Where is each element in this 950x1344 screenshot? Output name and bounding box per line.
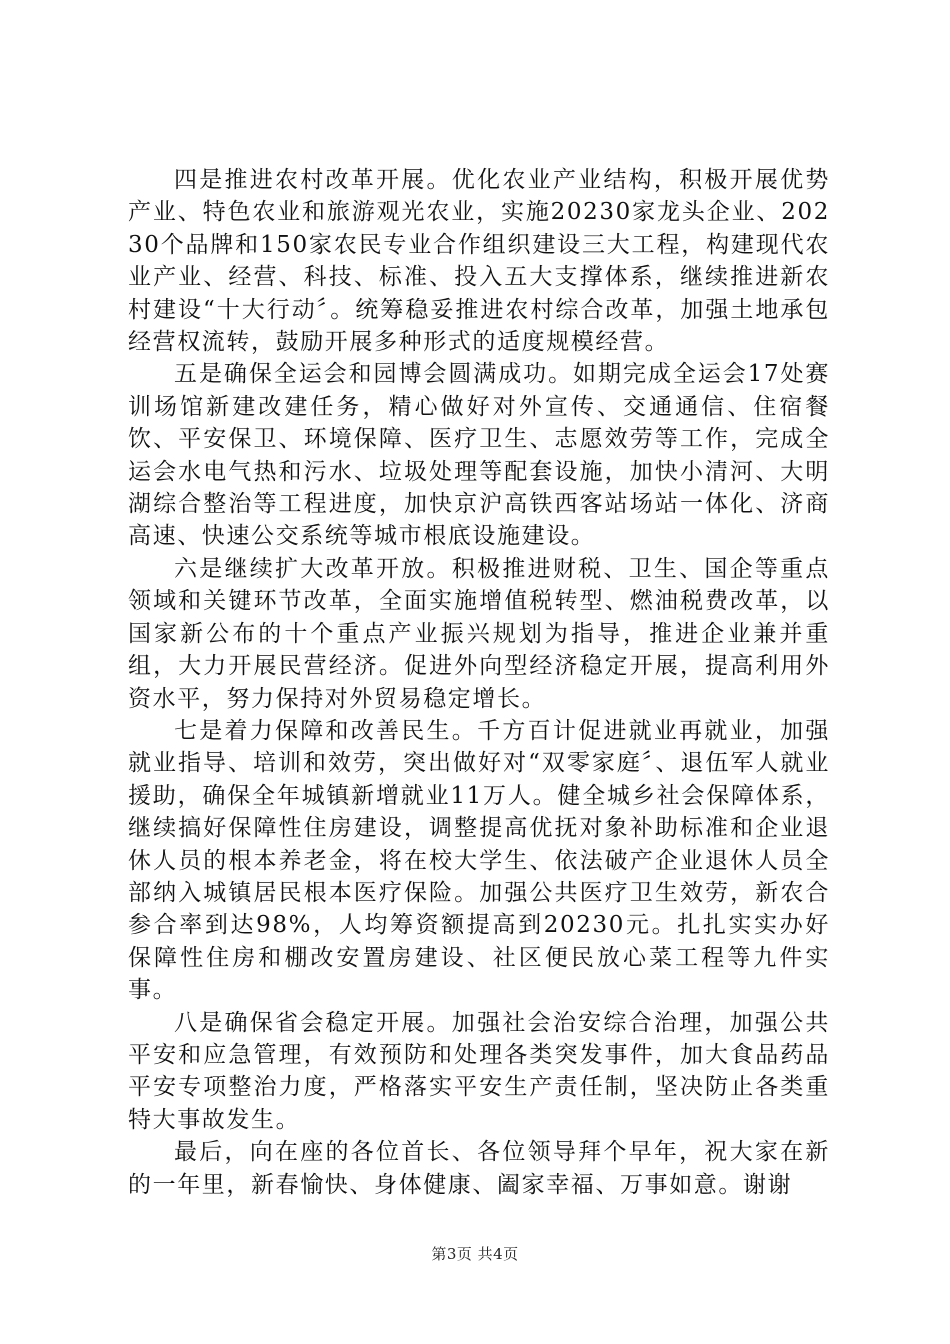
document-body — [128, 164, 830, 1201]
paragraph-closing: 最后，向在座的各位首长、各位领导拜个早年，祝大家在新的一年里，新春愉快、身体健康、阖家幸福、万事如意。谢谢 — [128, 1139, 830, 1198]
paragraph-national-games: 五是确保全运会和园博会圆满成功。如期完成全运会17处赛训场馆新建改建任务，精心做好对外宣传、交通通信、住宿餐饮、平安保卫、环境保障、医疗卫生、志愿效劳等工作，完成全运会水电气热和污水、垃圾处理等配套设施，加快小清河、大明湖综合整治等工程进度，加快京沪高铁西客站场站一体化、济商高速、快速公交系统等城市根底设施建设。 — [128, 361, 830, 550]
paragraph-stability: 八是确保省会稳定开展。加强社会治安综合治理，加强公共平安和应急管理，有效预防和处理各类突发事件，加大食品药品平安专项整治力度，严格落实平安生产责任制，坚决防止各类重特大事故发生。 — [128, 1009, 830, 1133]
paragraph-livelihood: 七是着力保障和改善民生。千方百计促进就业再就业，加强就业指导、培训和效劳，突出做好对“双零家庭〞、退伍军人就业援助，确保全年城镇新增就业11万人。健全城乡社会保障体系，继续搞好保障性住房建设，调整提高优抚对象补助标准和企业退休人员的根本养老金，将在校大学生、依法破产企业退休人员全部纳入城镇居民根本医疗保险。加强公共医疗卫生效劳，新农合参合率到达98%，人均筹资额提高到20230元。扎扎实实办好保障性住房和棚改安置房建设、社区便民放心菜工程等九件实事。 — [128, 717, 830, 1004]
page-number-footer: 第3页 共4页 — [431, 1245, 519, 1263]
paragraph-reform-opening: 六是继续扩大改革开放。积极推进财税、卫生、国企等重点领域和关键环节改革，全面实施增值税转型、燃油税费改革，以国家新公布的十个重点产业振兴规划为指导，推进企业兼并重组，大力开展民营经济。促进外向型经济稳定开展，提高利用外资水平，努力保持对外贸易稳定增长。 — [128, 555, 830, 712]
paragraph-rural-reform: 四是推进农村改革开展。优化农业产业结构，积极开展优势产业、特色农业和旅游观光农业，实施20230家龙头企业、20230个品牌和150家农民专业合作组织建设三大工程，构建现代农业产业、经营、科技、标准、投入五大支撑体系，继续推进新农村建设“十大行动〞。统筹稳妥推进农村综合改革，加强土地承包经营权流转，鼓励开展多种形式的适度规模经营。 — [128, 167, 830, 356]
